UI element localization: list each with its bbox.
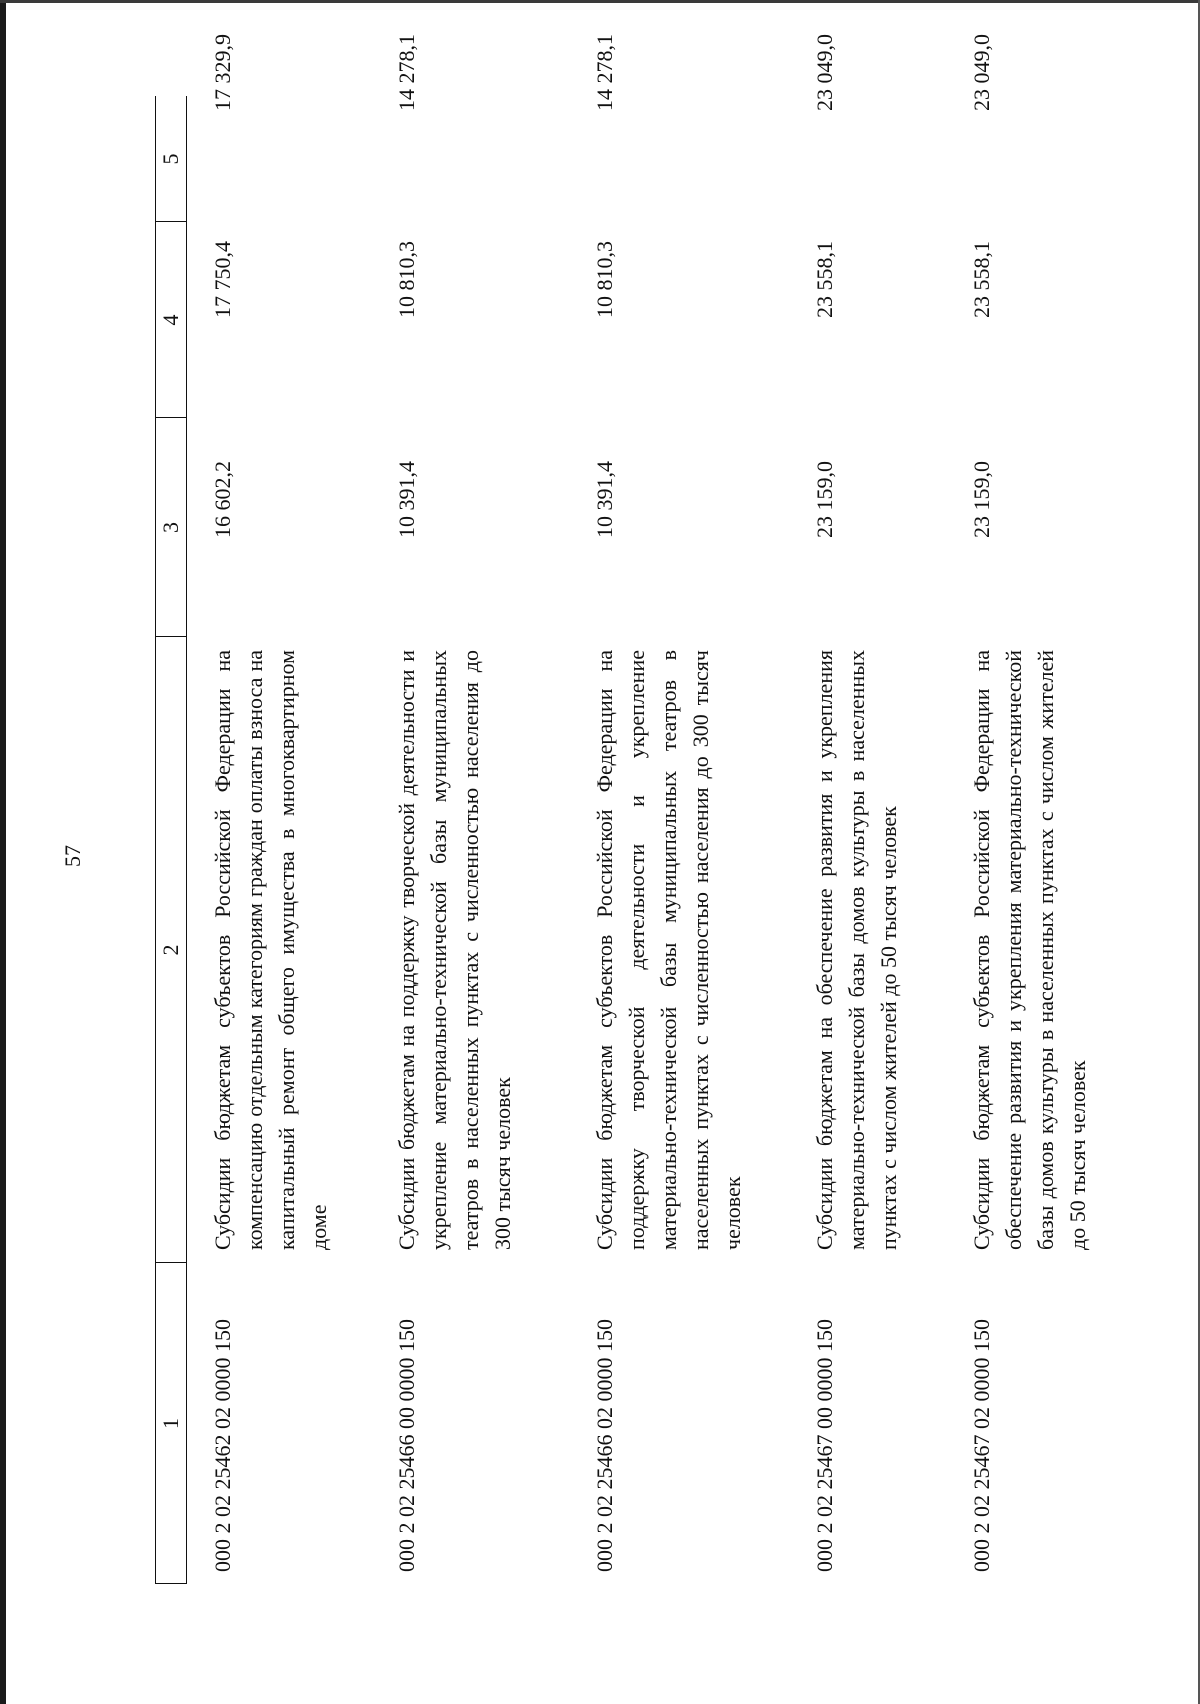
value-col-4: 23 558,1 (969, 241, 994, 318)
value-col-5: 14 278,1 (592, 34, 617, 111)
value-col-4: 10 810,3 (592, 241, 617, 318)
row-description: Субсидии бюджетам субъектов Российской Федерации на поддержку творческой деятельности и укрепление материально-технической базы муниципальных театров в населенных пунктах с численностью населения до 300 тысяч человек (592, 650, 745, 1250)
budget-code: 000 2 02 25467 00 0000 150 (812, 1319, 837, 1572)
value-col-3: 23 159,0 (969, 461, 994, 538)
value-col-5: 23 049,0 (969, 34, 994, 111)
value-col-3: 16 602,2 (210, 461, 235, 538)
page-number: 57 (60, 845, 85, 867)
header-col-2: 2 (158, 944, 183, 956)
value-col-3: 10 391,4 (592, 461, 617, 538)
budget-code: 000 2 02 25466 02 0000 150 (592, 1319, 617, 1572)
row-description: Субсидии бюджетам на поддержку творческой деятельности и укрепление материально-технической базы муниципальных театров в населенных пунктах с численностью населения до 300 тысяч человек (394, 650, 515, 1250)
value-col-3: 10 391,4 (394, 461, 419, 538)
row-description: Субсидии бюджетам субъектов Российской Федерации на компенсацию отдельным категориям граждан оплаты взноса на капитальный ремонт общего имущества в многоквартирном доме (210, 650, 331, 1250)
header-top-rule (155, 96, 156, 1584)
value-col-4: 10 810,3 (394, 241, 419, 318)
header-col-4: 4 (158, 314, 183, 326)
budget-code: 000 2 02 25466 00 0000 150 (394, 1319, 419, 1572)
value-col-5: 23 049,0 (812, 34, 837, 111)
budget-code: 000 2 02 25467 02 0000 150 (969, 1319, 994, 1572)
value-col-5: 14 278,1 (394, 34, 419, 111)
budget-code: 000 2 02 25462 02 0000 150 (210, 1319, 235, 1572)
header-col-1: 1 (158, 1418, 183, 1429)
header-bottom-rule (186, 96, 187, 1584)
value-col-4: 17 750,4 (210, 241, 235, 318)
value-col-3: 23 159,0 (812, 461, 837, 538)
value-col-4: 23 558,1 (812, 241, 837, 318)
value-col-5: 17 329,9 (210, 34, 235, 111)
row-description: Субсидии бюджетам на обеспечение развития и укрепления материально-технической базы домов культуры в населенных пунктах с числом жителей до 50 тысяч человек (812, 650, 901, 1250)
row-description: Субсидии бюджетам субъектов Российской Федерации на обеспечение развития и укрепления материально-технической базы домов культуры в населенных пунктах с числом жителей до 50 тысяч человек (969, 650, 1090, 1250)
header-col-3: 3 (158, 522, 183, 533)
header-col-5: 5 (158, 153, 183, 165)
